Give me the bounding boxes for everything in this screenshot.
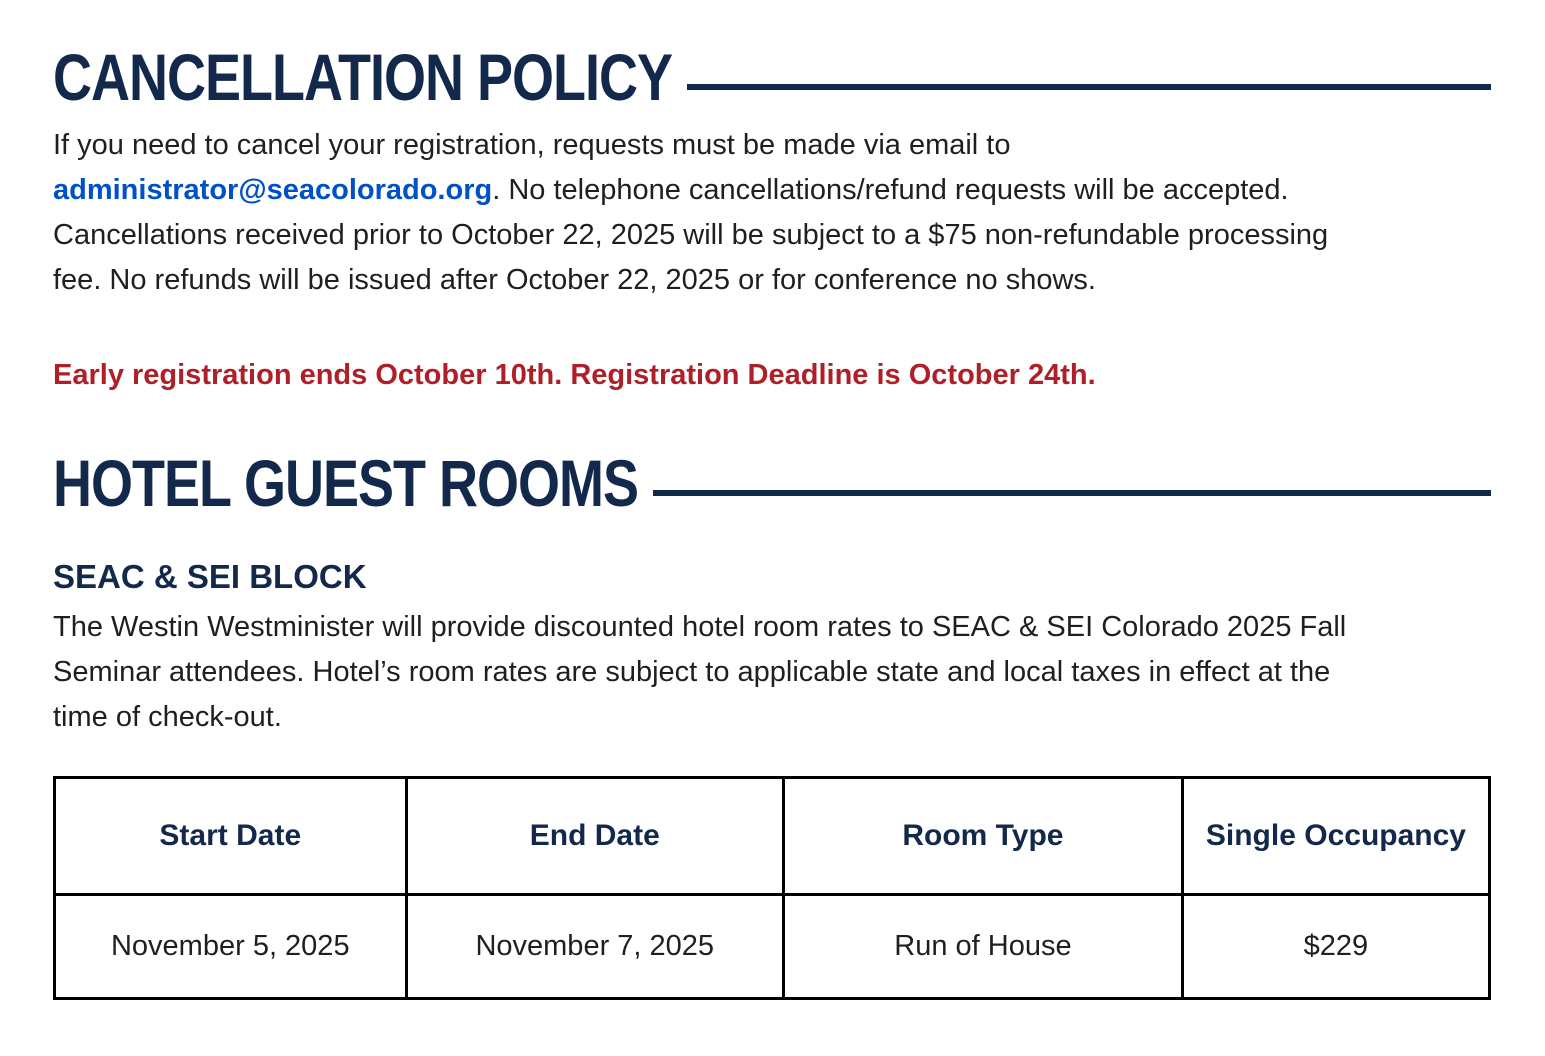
cancellation-heading-rule [687,84,1491,90]
paragraph-line: Cancellations received prior to October 22, 2025 will be subject to a $75 non-refundable processing [53,219,1329,251]
column-header-start-date: Start Date [55,777,407,894]
cancellation-policy-paragraph [53,123,1491,303]
paragraph-line: fee. No refunds will be issued after October 22, 2025 or for conference no shows. [53,264,1096,296]
paragraph-line: The Westin Westminister will provide discounted hotel room rates to SEAC & SEI Colorado 2025 Fall [53,610,1347,643]
paragraph-line-text: . No telephone cancellations/refund requests will be accepted. [492,174,1289,206]
column-header-single-occupancy: Single Occupancy [1182,777,1489,894]
paragraph-line: Seminar attendees. Hotel’s room rates are subject to applicable state and local taxes in effect at the [53,655,1331,688]
table-header-row [55,777,1490,894]
table-row [55,894,1490,998]
hotel-guest-rooms-heading-row [53,447,1491,521]
cancellation-policy-title: CANCELLATION POLICY [53,41,672,115]
cell-room-type: Run of House [783,894,1182,998]
cell-end-date: November 7, 2025 [406,894,783,998]
cell-single-occupancy: $229 [1182,894,1489,998]
paragraph-line: time of check-out. [53,700,282,733]
column-header-end-date: End Date [406,777,783,894]
seac-sei-block-subtitle: SEAC & SEI BLOCK [53,558,367,595]
cell-start-date: November 5, 2025 [55,894,407,998]
column-header-room-type: Room Type [783,777,1182,894]
hotel-heading-rule [653,490,1491,496]
paragraph-line [53,168,1491,213]
paragraph-line: If you need to cancel your registration, requests must be made via email to [53,129,1011,161]
registration-deadline-notice: Early registration ends October 10th. Registration Deadline is October 24th. [53,359,1096,391]
hotel-rates-table [53,776,1491,1000]
hotel-guest-rooms-title: HOTEL GUEST ROOMS [53,447,639,521]
document-page [0,41,1545,1056]
cancellation-policy-heading-row [53,41,1491,115]
hotel-description-paragraph [53,605,1491,740]
admin-email-link[interactable]: administrator@seacolorado.org [53,174,493,206]
